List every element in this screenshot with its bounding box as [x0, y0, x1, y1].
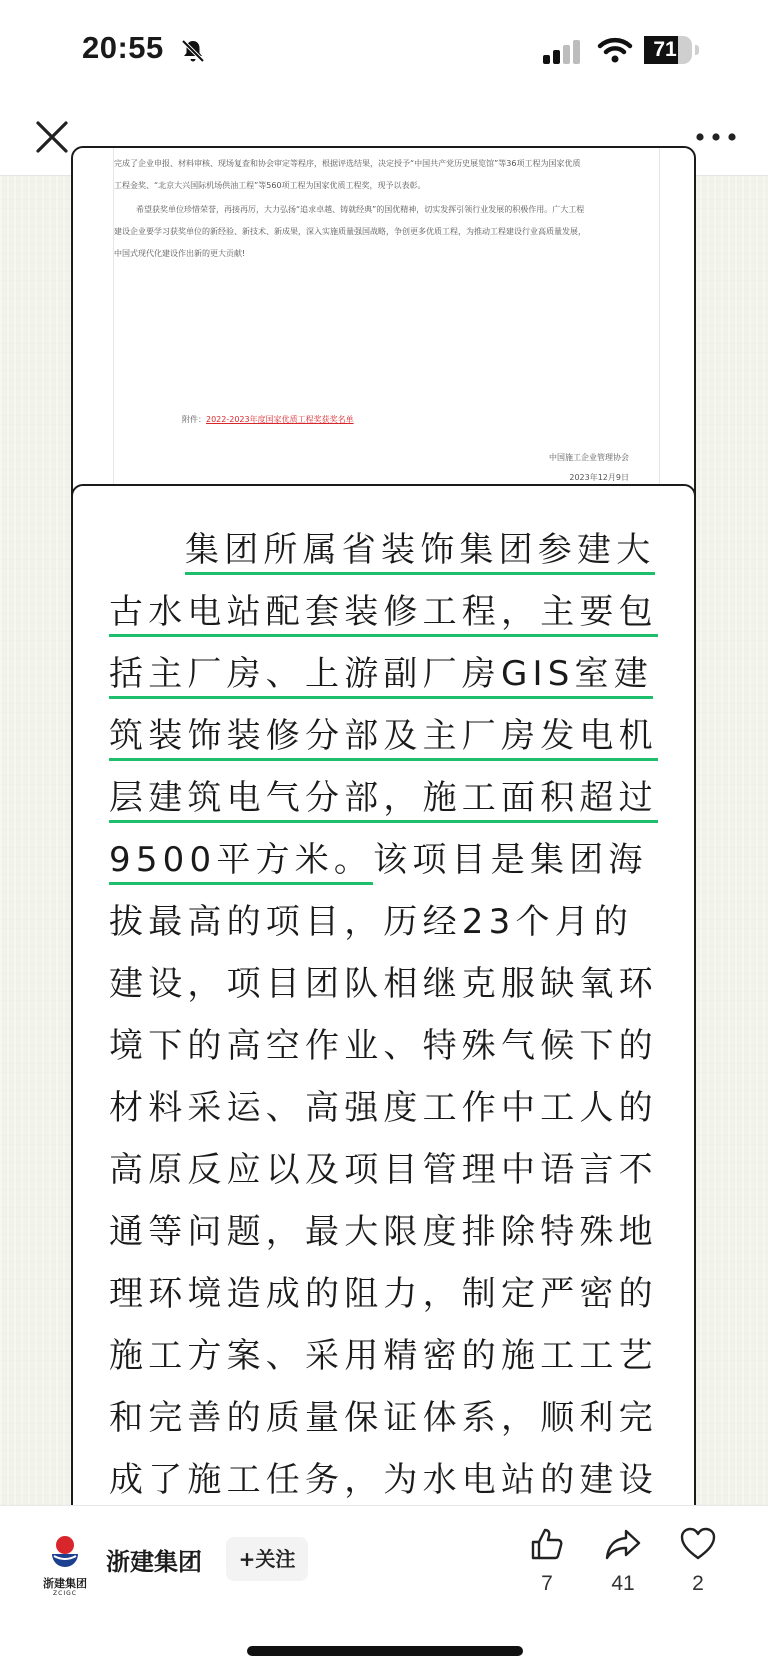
favorite-button[interactable]: [673, 1526, 723, 1606]
document-date: 2023年12月9日: [569, 473, 629, 482]
article-content[interactable]: [0, 159, 768, 1505]
author-name[interactable]: 浙建集团: [106, 1548, 202, 1576]
favorite-count: 2: [692, 1572, 704, 1595]
share-count: 41: [611, 1572, 635, 1595]
highlighted-text: 集团所属省装饰集团参建大古水电站配套装修工程，主要包括主厂房、上游副厂房GIS室建筑装饰装修分部及主厂房发电机层建筑电气分部，施工面积超过9500平方米。: [109, 530, 658, 885]
battery-icon: [644, 36, 692, 64]
author-logo[interactable]: [40, 1532, 90, 1597]
status-time: 20:55: [82, 30, 164, 65]
attachment-link: 2022-2023年度国家优质工程奖获奖名单: [206, 415, 354, 424]
like-button[interactable]: [522, 1526, 572, 1606]
battery-percentage: 71: [653, 38, 677, 61]
cellular-signal-icon: [543, 40, 583, 64]
share-button[interactable]: [598, 1526, 648, 1606]
document-organization: 中国施工企业管理协会: [549, 453, 629, 462]
article-text-card: [71, 484, 696, 1584]
home-indicator[interactable]: [247, 1646, 523, 1656]
more-options-icon[interactable]: [692, 120, 740, 154]
document-line: 中国式现代化建设作出新的更大贡献!: [114, 249, 246, 258]
status-bar: [0, 0, 768, 100]
document-attachment: [182, 414, 354, 425]
body-text: 该项目是集团海拔最高的项目，历经23个月的建设，项目团队相继克服缺氧环境下的高空作业、特殊气候下的材料采运、高强度工作中工人的高原反应以及项目管理中语言不通等问题，最大限度排除特殊地理环境造成的阻力，制定严密的施工方案、采用精密的施工工艺和完善的质量保证体系，顺利完成了施工任务，为水电站的建设: [109, 840, 658, 1500]
article-paragraph: [109, 519, 669, 1511]
document-line: 工程金奖、“北京大兴国际机场供油工程”等560项工程为国家优质工程奖，现予以表彰。: [114, 181, 426, 190]
bell-muted-icon: [180, 38, 206, 64]
document-line: 希望获奖单位珍惜荣誉，再接再厉，大力弘扬“追求卓越、铸就经典”的国优精神，切实发挥引领行业发展的积极作用。广大工程: [136, 205, 585, 214]
close-icon[interactable]: [30, 115, 74, 159]
document-line: 建设企业要学习获奖单位的新经验、新技术、新成果，深入实施质量强国战略，争创更多优质工程，为推动工程建设行业高质量发展，: [114, 227, 586, 236]
follow-button[interactable]: +关注: [226, 1537, 308, 1581]
bottom-action-bar: [0, 1505, 768, 1666]
battery-tip: [695, 45, 699, 55]
share-arrow-icon: [604, 1526, 642, 1562]
document-line: 完成了企业申报、材料审核、现场复查和协会审定等程序，根据评选结果，决定授予“中国共产党历史展览馆”等36项工程为国家优质: [114, 159, 581, 168]
thumbs-up-icon: [529, 1526, 565, 1562]
logo-text: 浙建集团: [43, 1577, 87, 1590]
logo-subtext: ZCIGC: [53, 1590, 77, 1597]
heart-icon: [679, 1526, 717, 1562]
logo-mark-icon: [40, 1532, 90, 1574]
like-count: 7: [541, 1572, 553, 1595]
wifi-icon: [598, 36, 632, 64]
attachment-label: 附件：: [182, 415, 206, 424]
